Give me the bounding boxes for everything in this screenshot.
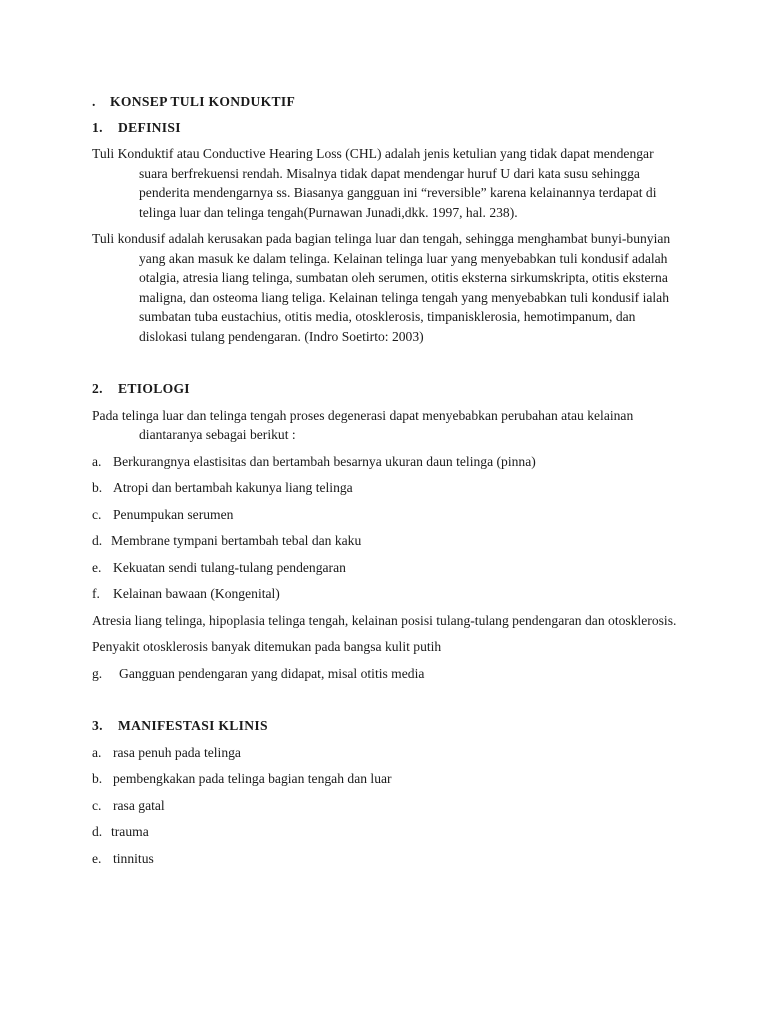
definisi-paragraph-1: Tuli Konduktif atau Conductive Hearing Loss (CHL) adalah jenis ketulian yang tidak dapat mendengar suara berfrekuensi rendah. Misalnya tidak dapat mendengar huruf U dari kata susu sehingga penderita mendengarnya ss. Biasanya gangguan ini “reversible” karena kelainannya terdapat di telinga luar dan telinga tengah(Purnawan Junadi,dkk. 1997, hal. 238). [92,146,657,220]
list-item [92,664,682,684]
list-item [92,769,682,789]
list-item-text: pembengkakan pada telinga bagian tengah dan luar [113,771,392,786]
list-item-text: Kelainan bawaan (Kongenital) [113,586,280,601]
list-item [92,478,682,498]
document-page [92,92,682,868]
list-item [92,849,682,869]
list-marker: e. [92,559,102,575]
section-number: 3. [92,718,103,733]
list-item-text: Gangguan pendengaran yang didapat, misal otitis media [119,665,425,681]
list-item [92,796,682,816]
list-marker: d. [92,533,103,548]
definisi-paragraph-2: Tuli kondusif adalah kerusakan pada bagian telinga luar dan tengah, sehingga menghambat bunyi-bunyian yang akan masuk ke dalam telinga. Kelainan telinga luar yang menyebabkan tuli kondusif adalah otalgia, atresia liang telinga, sumbatan oleh serumen, otitis eksterna sirkumskripta, otitis eksterna maligna, dan osteoma liang teliga. Kelainan telinga tengah yang menyebabkan tuli kondusif ialah sumbatan tuba eustachius, otitis media, otosklerosis, timpanisklerosia, hemotimpanum, dan dislokasi tulang pendengaran. (Indro Soetirto: 2003) [92,231,671,344]
list-item [92,505,682,525]
list-item [92,558,682,578]
list-marker: b. [92,480,103,495]
list-marker: a. [92,744,102,760]
list-marker: e. [92,850,102,866]
list-item-text: Atropi dan bertambah kakunya liang telinga [113,480,353,495]
list-item-text: Berkurangnya elastisitas dan bertambah besarnya ukuran daun telinga (pinna) [113,453,536,469]
list-item-text: rasa gatal [113,797,165,813]
title-number: . [92,94,96,109]
list-marker: c. [92,797,102,813]
section-number: 1. [92,119,103,135]
list-item-text: tinnitus [113,850,154,866]
title-text: KONSEP TULI KONDUKTIF [110,94,296,109]
section-number: 2. [92,381,103,396]
list-item-text: Membrane tympani bertambah tebal dan kaku [111,533,362,548]
etiologi-intro: Pada telinga luar dan telinga tengah proses degenerasi dapat menyebabkan perubahan atau kelainan diantaranya sebagai berikut : [92,407,634,442]
list-item-text: Kekuatan sendi tulang-tulang pendengaran [113,559,346,575]
list-item [92,743,682,763]
etiologi-atresia-paragraph: Atresia liang telinga, hipoplasia telinga tengah, kelainan posisi tulang-tulang pendengaran dan otosklerosis. [92,612,677,628]
list-marker: g. [92,665,103,681]
list-marker: f. [92,586,100,601]
list-item-text: rasa penuh pada telinga [113,744,241,760]
etiologi-penyakit-paragraph: Penyakit otosklerosis banyak ditemukan pada bangsa kulit putih [92,639,442,654]
section-heading-manifestasi [92,716,682,736]
document-title [92,92,682,112]
list-item [92,822,682,842]
section-title: MANIFESTASI KLINIS [118,718,268,733]
list-marker: b. [92,771,103,786]
list-item [92,452,682,472]
list-item-text: trauma [111,824,149,839]
list-item [92,584,682,604]
section-title: ETIOLOGI [118,381,190,396]
list-marker: a. [92,453,102,469]
list-item [92,531,682,551]
list-marker: d. [92,824,103,839]
list-marker: c. [92,506,102,522]
section-heading-definisi [92,118,682,138]
list-item-text: Penumpukan serumen [113,506,234,522]
section-title: DEFINISI [118,119,181,135]
section-heading-etiologi [92,379,682,399]
